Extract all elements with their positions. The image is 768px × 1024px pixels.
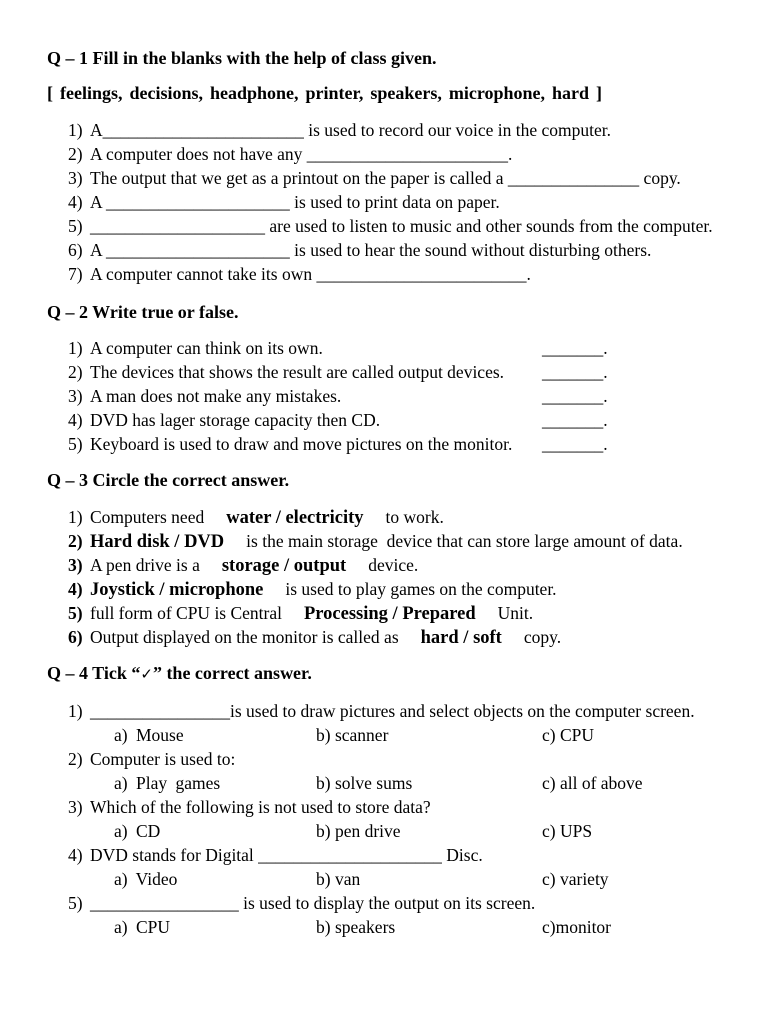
check-mark-icon: ✓	[140, 665, 153, 683]
q3-item	[0, 601, 768, 625]
item-number: 4)	[68, 410, 83, 430]
item-text-before: full form of CPU is Central	[90, 603, 282, 623]
item-number: 2)	[68, 531, 83, 551]
q3-item	[0, 625, 768, 649]
q3-item-list	[0, 505, 768, 649]
q2-item	[0, 360, 768, 384]
option-a[interactable]: a) CD	[114, 821, 161, 841]
option-a[interactable]: a) Mouse	[114, 725, 184, 745]
q1-item	[0, 214, 768, 238]
item-number: 4)	[68, 845, 83, 865]
q4-options-row	[0, 819, 768, 843]
item-text: A_______________________ is used to record our voice in the computer.	[90, 120, 612, 140]
item-number: 6)	[68, 627, 83, 647]
item-number: 5)	[68, 216, 83, 236]
item-text-before: Output displayed on the monitor is called as	[90, 627, 399, 647]
q2-heading: Q – 2 Write true or false.	[47, 302, 239, 322]
q4-heading-text-end: ” the correct answer.	[152, 663, 312, 683]
item-text: A computer does not have any _______________________.	[90, 144, 513, 164]
option-a[interactable]: a) CPU	[114, 917, 171, 937]
item-number: 1)	[68, 338, 83, 358]
item-text-after: is used to play games on the computer.	[285, 579, 557, 599]
option-b[interactable]: b) van	[316, 869, 361, 889]
q4-options-row	[0, 771, 768, 795]
q3-item	[0, 577, 768, 601]
answer-blank[interactable]: _______.	[542, 386, 608, 406]
item-text: A computer can think on its own.	[90, 338, 323, 358]
item-number: 2)	[68, 362, 83, 382]
item-number: 2)	[68, 144, 83, 164]
q2-item-list	[0, 336, 768, 456]
answer-blank[interactable]: _______.	[542, 338, 608, 358]
q3-item	[0, 505, 768, 529]
item-number: 5)	[68, 893, 83, 913]
item-text-after: to work.	[385, 507, 444, 527]
answer-blank[interactable]: _______.	[542, 362, 608, 382]
option-c[interactable]: c)monitor	[542, 917, 612, 937]
item-text-before: Computers need	[90, 507, 205, 527]
answer-choices[interactable]: Hard disk / DVD	[90, 532, 225, 552]
q3-item	[0, 529, 768, 553]
option-a[interactable]: a) Play games	[114, 773, 221, 793]
answer-blank[interactable]: _______.	[542, 410, 608, 430]
item-number: 5)	[68, 434, 83, 454]
option-b[interactable]: b) scanner	[316, 725, 389, 745]
option-c[interactable]: c) UPS	[542, 821, 593, 841]
option-c[interactable]: c) all of above	[542, 773, 643, 793]
item-text-before: A pen drive is a	[90, 555, 200, 575]
option-c[interactable]: c) variety	[542, 869, 609, 889]
item-text: Which of the following is not used to store data?	[90, 797, 431, 817]
q3-heading: Q – 3 Circle the correct answer.	[47, 470, 290, 490]
item-text: A computer cannot take its own ________________________.	[90, 264, 531, 284]
item-text: A _____________________ is used to print data on paper.	[90, 192, 500, 212]
q4-heading	[47, 661, 312, 686]
item-number: 4)	[68, 192, 83, 212]
item-text-after: is the main storage device that can store large amount of data.	[246, 531, 683, 551]
q1-item	[0, 118, 768, 142]
item-number: 1)	[68, 701, 83, 721]
item-text-after: Unit.	[497, 603, 534, 623]
q1-item	[0, 142, 768, 166]
q2-item	[0, 336, 768, 360]
q2-item	[0, 384, 768, 408]
answer-blank[interactable]: _______.	[542, 434, 608, 454]
q4-question	[0, 747, 768, 771]
item-text: A man does not make any mistakes.	[90, 386, 342, 406]
q4-heading-text: Q – 4 Tick “	[47, 663, 141, 683]
item-number: 2)	[68, 749, 83, 769]
q1-item	[0, 262, 768, 286]
item-number: 1)	[68, 120, 83, 140]
item-number: 3)	[68, 555, 83, 575]
item-text: DVD has lager storage capacity then CD.	[90, 410, 381, 430]
q1-item	[0, 238, 768, 262]
item-number: 7)	[68, 264, 83, 284]
answer-choices[interactable]: water / electricity	[226, 508, 364, 528]
item-number: 6)	[68, 240, 83, 260]
answer-choices[interactable]: Joystick / microphone	[90, 580, 264, 600]
q2-item	[0, 432, 768, 456]
q1-item	[0, 190, 768, 214]
q1-heading: Q – 1 Fill in the blanks with the help of class given.	[47, 48, 437, 68]
item-text-after: copy.	[523, 627, 562, 647]
q4-question	[0, 795, 768, 819]
q4-item-list	[0, 699, 768, 939]
q4-options-row	[0, 723, 768, 747]
q1-word-bank: [ feelings, decisions, headphone, printer, speakers, microphone, hard ]	[47, 83, 603, 103]
answer-choices[interactable]: storage / output	[221, 556, 347, 576]
item-number: 5)	[68, 603, 83, 623]
item-text: The devices that shows the result are called output devices.	[90, 362, 505, 382]
item-text-after: device.	[368, 555, 419, 575]
item-text: Keyboard is used to draw and move pictures on the monitor.	[90, 434, 513, 454]
q4-options-row	[0, 915, 768, 939]
item-text: A _____________________ is used to hear the sound without disturbing others.	[90, 240, 652, 260]
q2-item	[0, 408, 768, 432]
q4-question	[0, 699, 768, 723]
item-number: 3)	[68, 797, 83, 817]
item-text: ________________is used to draw pictures and select objects on the computer screen.	[90, 701, 695, 721]
answer-choices[interactable]: Processing / Prepared	[304, 604, 476, 624]
q4-question	[0, 843, 768, 867]
q4-options-row	[0, 867, 768, 891]
option-b[interactable]: b) solve sums	[316, 773, 413, 793]
option-c[interactable]: c) CPU	[542, 725, 595, 745]
item-text: Computer is used to:	[90, 749, 236, 769]
item-number: 1)	[68, 507, 83, 527]
item-text: _________________ is used to display the output on its screen.	[90, 893, 536, 913]
item-number: 3)	[68, 168, 83, 188]
q4-question	[0, 891, 768, 915]
option-b[interactable]: b) pen drive	[316, 821, 401, 841]
q1-item	[0, 166, 768, 190]
item-text: The output that we get as a printout on the paper is called a _______________ copy.	[90, 168, 681, 188]
option-b[interactable]: b) speakers	[316, 917, 396, 937]
q1-item-list	[0, 118, 768, 286]
item-text: ____________________ are used to listen to music and other sounds from the computer.	[90, 216, 713, 236]
item-number: 4)	[68, 579, 83, 599]
q3-item	[0, 553, 768, 577]
item-number: 3)	[68, 386, 83, 406]
item-text: DVD stands for Digital _____________________ Disc.	[90, 845, 483, 865]
answer-choices[interactable]: hard / soft	[420, 628, 502, 648]
option-a[interactable]: a) Video	[114, 869, 178, 889]
